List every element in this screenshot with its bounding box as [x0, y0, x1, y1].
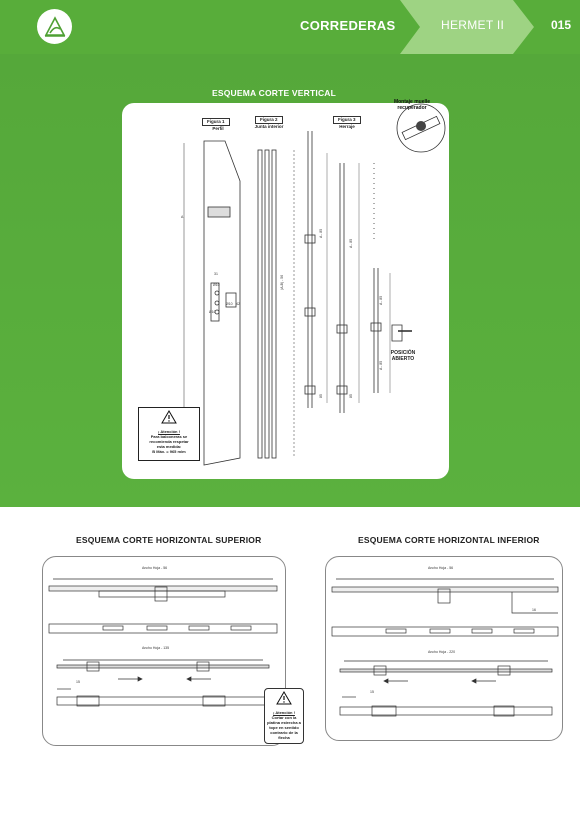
- section-title: CORREDERAS: [300, 18, 396, 33]
- warning-note-balcony: [138, 407, 200, 461]
- position-open-label: [383, 350, 423, 362]
- horizontal-superior-title: ESQUEMA CORTE HORIZONTAL SUPERIOR: [76, 535, 262, 545]
- figure-3-sub: Herraje: [339, 124, 355, 129]
- horizontal-superior-panel: [42, 556, 286, 746]
- dim-10a: Ø10: [213, 283, 220, 287]
- sup-dim-3: 15: [76, 680, 80, 684]
- warning-triangle-icon-2: [276, 691, 292, 705]
- page-number: 015: [551, 18, 572, 32]
- dim-a85a: A - 85: [319, 228, 323, 238]
- position-label-line-2: ABIERTO: [391, 356, 415, 362]
- warning-note-cut: [264, 688, 304, 744]
- warning-title: ¡ Atención !: [158, 429, 180, 434]
- dim-10c: Ø10: [209, 310, 216, 314]
- header-bar: [0, 0, 580, 54]
- dim-a: A: [181, 215, 184, 219]
- horizontal-superior-diagram: [43, 557, 287, 747]
- warning-line-4: B Máx. = 965 m/m: [152, 449, 186, 454]
- inf-dim-4: 15: [370, 690, 374, 694]
- figure-3-label: Figura 3: [333, 116, 361, 124]
- dim-a85c: A - 85: [379, 295, 383, 305]
- figure-2-sub: Junta interior: [254, 124, 284, 129]
- figure-2-seal: [258, 150, 294, 458]
- dim-42: 42: [236, 302, 240, 306]
- logo-icon: [42, 15, 68, 39]
- warning-line-1: Para balconeras se: [150, 434, 188, 439]
- figure-1-label: Figura 1: [202, 118, 230, 126]
- dim-a85d: A - 85: [379, 360, 383, 370]
- sup-dim-2: Ancho Hoja - 135: [142, 646, 170, 650]
- inf-dim-3: 16: [532, 608, 536, 612]
- inf-dim-1: Ancho Hoja - 56: [428, 566, 454, 570]
- cut-warning-line-2: platina estrecha a: [267, 720, 301, 725]
- dim-85a: 85: [319, 394, 323, 398]
- dim-a85b: A - 85: [349, 238, 353, 248]
- position-label-line-1: POSICIÓN: [390, 350, 416, 356]
- warning-line-2: recomienda respetar: [149, 439, 189, 444]
- product-name: HERMET II: [441, 18, 505, 32]
- cut-warning-line-4: contrario de la: [270, 730, 298, 735]
- figure-3-hardware: [305, 131, 412, 413]
- cut-warning-line-3: tope en sentido: [269, 725, 299, 730]
- cut-warning-title: ¡ Atención !: [273, 710, 295, 715]
- horizontal-inferior-title: ESQUEMA CORTE HORIZONTAL INFERIOR: [358, 535, 540, 545]
- dim-a56: (A-B) - 56: [280, 274, 284, 290]
- dim-31: 31: [214, 272, 218, 276]
- dim-85b: 85: [349, 394, 353, 398]
- figure-2-label: Figura 2: [255, 116, 283, 124]
- figure-1-sub: Perfil: [212, 126, 224, 131]
- brand-logo[interactable]: [37, 9, 72, 44]
- dim-10b: Ø10: [226, 302, 233, 306]
- cut-warning-line-1: Cortar con la: [271, 715, 297, 720]
- inf-dim-2: Ancho Hoja - 220: [428, 650, 456, 654]
- callout-label: Montaje muelle recuperador: [393, 99, 431, 111]
- horizontal-inferior-panel: [325, 556, 563, 741]
- warning-line-3: esta medida:: [156, 444, 182, 449]
- sup-dim-1: Ancho Hoja - 56: [142, 566, 168, 570]
- vertical-section-title: ESQUEMA CORTE VERTICAL: [212, 88, 337, 98]
- cut-warning-line-5: flecha: [278, 735, 290, 740]
- warning-triangle-icon: [161, 410, 177, 424]
